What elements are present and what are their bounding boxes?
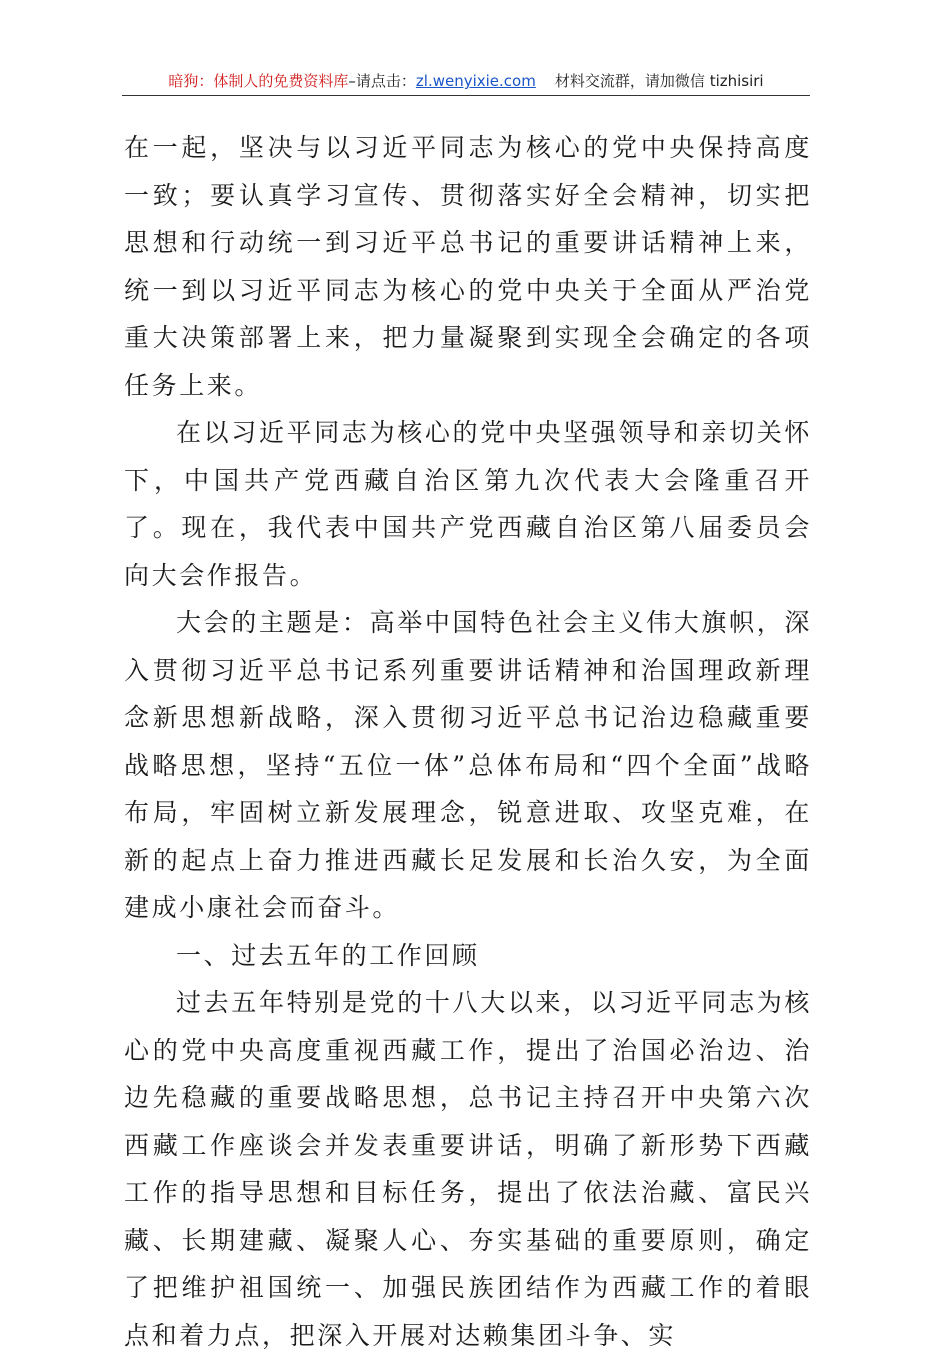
header-divider xyxy=(122,95,810,96)
header-click-prompt: –请点击： xyxy=(348,72,416,90)
document-body xyxy=(124,124,812,1359)
paragraph-opening: 在以习近平同志为核心的党中央坚强领导和亲切关怀下，中国共产党西藏自治区第九次代表大会隆重召开了。现在，我代表中国共产党西藏自治区第八届委员会向大会作报告。 xyxy=(124,418,812,590)
section-heading: 一、过去五年的工作回顾 xyxy=(176,940,480,970)
paragraph-continuation: 在一起，坚决与以习近平同志为核心的党中央保持高度一致；要认真学习宣传、贯彻落实好全会精神，切实把思想和行动统一到习近平总书记的重要讲话精神上来，统一到以习近平同志为核心的党中央关于全面从严治党重大决策部署上来，把力量凝聚到实现全会确定的各项任务上来。 xyxy=(124,133,812,400)
header-brand: 暗狗：体制人的免费资料库 xyxy=(168,72,349,90)
page-header xyxy=(122,68,810,94)
header-link[interactable]: zl.wenyixie.com xyxy=(415,72,536,90)
paragraph-review: 过去五年特别是党的十八大以来，以习近平同志为核心的党中央高度重视西藏工作，提出了治国必治边、治边先稳藏的重要战略思想，总书记主持召开中央第六次西藏工作座谈会并发表重要讲话，明确了新形势下西藏工作的指导思想和目标任务，提出了依法治藏、富民兴藏、长期建藏、凝聚人心、夯实基础的重要原则，确定了把维护祖国统一、加强民族团结作为西藏工作的着眼点和着力点，把深入开展对达赖集团斗争、实 xyxy=(124,988,812,1350)
paragraph-theme: 大会的主题是：高举中国特色社会主义伟大旗帜，深入贯彻习近平总书记系列重要讲话精神和治国理政新理念新思想新战略，深入贯彻习近平总书记治边稳藏重要战略思想，坚持“五位一体”总体布局和“四个全面”战略布局，牢固树立新发展理念，锐意进取、攻坚克难，在新的起点上奋力推进西藏长足发展和长治久安，为全面建成小康社会而奋斗。 xyxy=(124,608,812,922)
header-contact: 材料交流群，请加微信 tizhisiri xyxy=(554,72,764,90)
